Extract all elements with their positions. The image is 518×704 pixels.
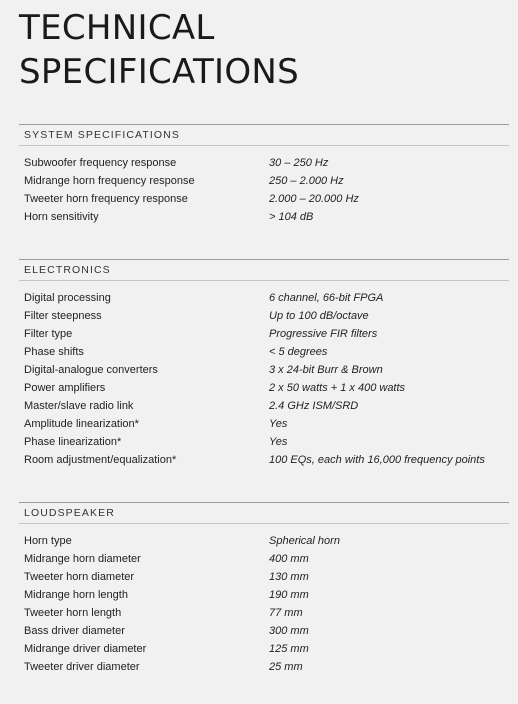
spec-label: Subwoofer frequency response [24, 157, 177, 169]
spec-label: Midrange horn diameter [24, 553, 141, 565]
spec-value: Up to 100 dB/octave [269, 310, 369, 322]
spec-value: 25 mm [269, 661, 303, 673]
spec-value: 250 – 2.000 Hz [269, 175, 344, 187]
spec-value: 6 channel, 66-bit FPGA [269, 292, 384, 304]
spec-row [24, 658, 504, 676]
spec-label: Filter steepness [24, 310, 102, 322]
spec-row [24, 361, 504, 379]
spec-value: 100 EQs, each with 16,000 frequency points [269, 454, 485, 466]
section-divider [19, 523, 509, 524]
spec-row [24, 343, 504, 361]
spec-value: Spherical horn [269, 535, 340, 547]
spec-row [24, 190, 504, 208]
spec-label: Midrange horn length [24, 589, 128, 601]
spec-row [24, 622, 504, 640]
spec-row [24, 451, 504, 469]
spec-label: Tweeter horn diameter [24, 571, 135, 583]
spec-row [24, 307, 504, 325]
spec-label: Horn type [24, 535, 72, 547]
spec-value: 190 mm [269, 589, 309, 601]
spec-value: 130 mm [269, 571, 309, 583]
spec-row [24, 433, 504, 451]
spec-value: Progressive FIR filters [269, 328, 378, 340]
spec-value: < 5 degrees [269, 346, 328, 358]
section-divider [19, 145, 509, 146]
spec-label: Horn sensitivity [24, 211, 99, 223]
spec-list [24, 289, 504, 469]
spec-list [24, 532, 504, 676]
spec-value: 2 x 50 watts + 1 x 400 watts [269, 382, 406, 394]
section-heading: SYSTEM SPECIFICATIONS [24, 129, 180, 141]
spec-value: 30 – 250 Hz [269, 157, 329, 169]
spec-row [24, 568, 504, 586]
spec-row [24, 379, 504, 397]
spec-row [24, 550, 504, 568]
page-title-line-2: SPECIFICATIONS [19, 52, 300, 92]
spec-label: Tweeter horn length [24, 607, 122, 619]
spec-label: Midrange driver diameter [24, 643, 147, 655]
spec-value: 125 mm [269, 643, 309, 655]
spec-value: 77 mm [269, 607, 303, 619]
spec-row [24, 325, 504, 343]
spec-value: 400 mm [269, 553, 309, 565]
spec-value: Yes [269, 436, 288, 448]
spec-label: Midrange horn frequency response [24, 175, 195, 187]
spec-label: Phase shifts [24, 346, 84, 358]
spec-row [24, 532, 504, 550]
spec-row [24, 415, 504, 433]
spec-row [24, 397, 504, 415]
spec-row [24, 154, 504, 172]
section-loudspeaker [19, 502, 509, 682]
spec-label: Power amplifiers [24, 382, 106, 394]
spec-label: Phase linearization* [24, 436, 122, 448]
spec-label: Digital-analogue converters [24, 364, 158, 376]
spec-value: 3 x 24-bit Burr & Brown [269, 364, 383, 376]
spec-label: Room adjustment/equalization* [24, 454, 177, 466]
section-divider [19, 502, 509, 503]
spec-value: > 104 dB [269, 211, 314, 223]
spec-label: Amplitude linearization* [24, 418, 139, 430]
section-divider [19, 280, 509, 281]
spec-row [24, 289, 504, 307]
spec-label: Tweeter horn frequency response [24, 193, 188, 205]
section-divider [19, 259, 509, 260]
spec-row [24, 172, 504, 190]
spec-value: 2.4 GHz ISM/SRD [269, 400, 359, 412]
spec-row [24, 208, 504, 226]
section-divider [19, 124, 509, 125]
spec-label: Tweeter driver diameter [24, 661, 140, 673]
spec-value: 2.000 – 20.000 Hz [269, 193, 359, 205]
section-electronics [19, 259, 509, 471]
spec-label: Bass driver diameter [24, 625, 125, 637]
section-system-specifications [19, 124, 509, 228]
spec-list [24, 154, 504, 226]
spec-value: Yes [269, 418, 288, 430]
spec-label: Master/slave radio link [24, 400, 134, 412]
section-heading: ELECTRONICS [24, 264, 111, 276]
page-title [19, 6, 299, 94]
page-title-line-1: TECHNICAL [19, 8, 215, 48]
section-heading: LOUDSPEAKER [24, 507, 115, 519]
spec-value: 300 mm [269, 625, 309, 637]
spec-label: Digital processing [24, 292, 111, 304]
spec-row [24, 640, 504, 658]
spec-row [24, 604, 504, 622]
spec-row [24, 586, 504, 604]
spec-label: Filter type [24, 328, 73, 340]
